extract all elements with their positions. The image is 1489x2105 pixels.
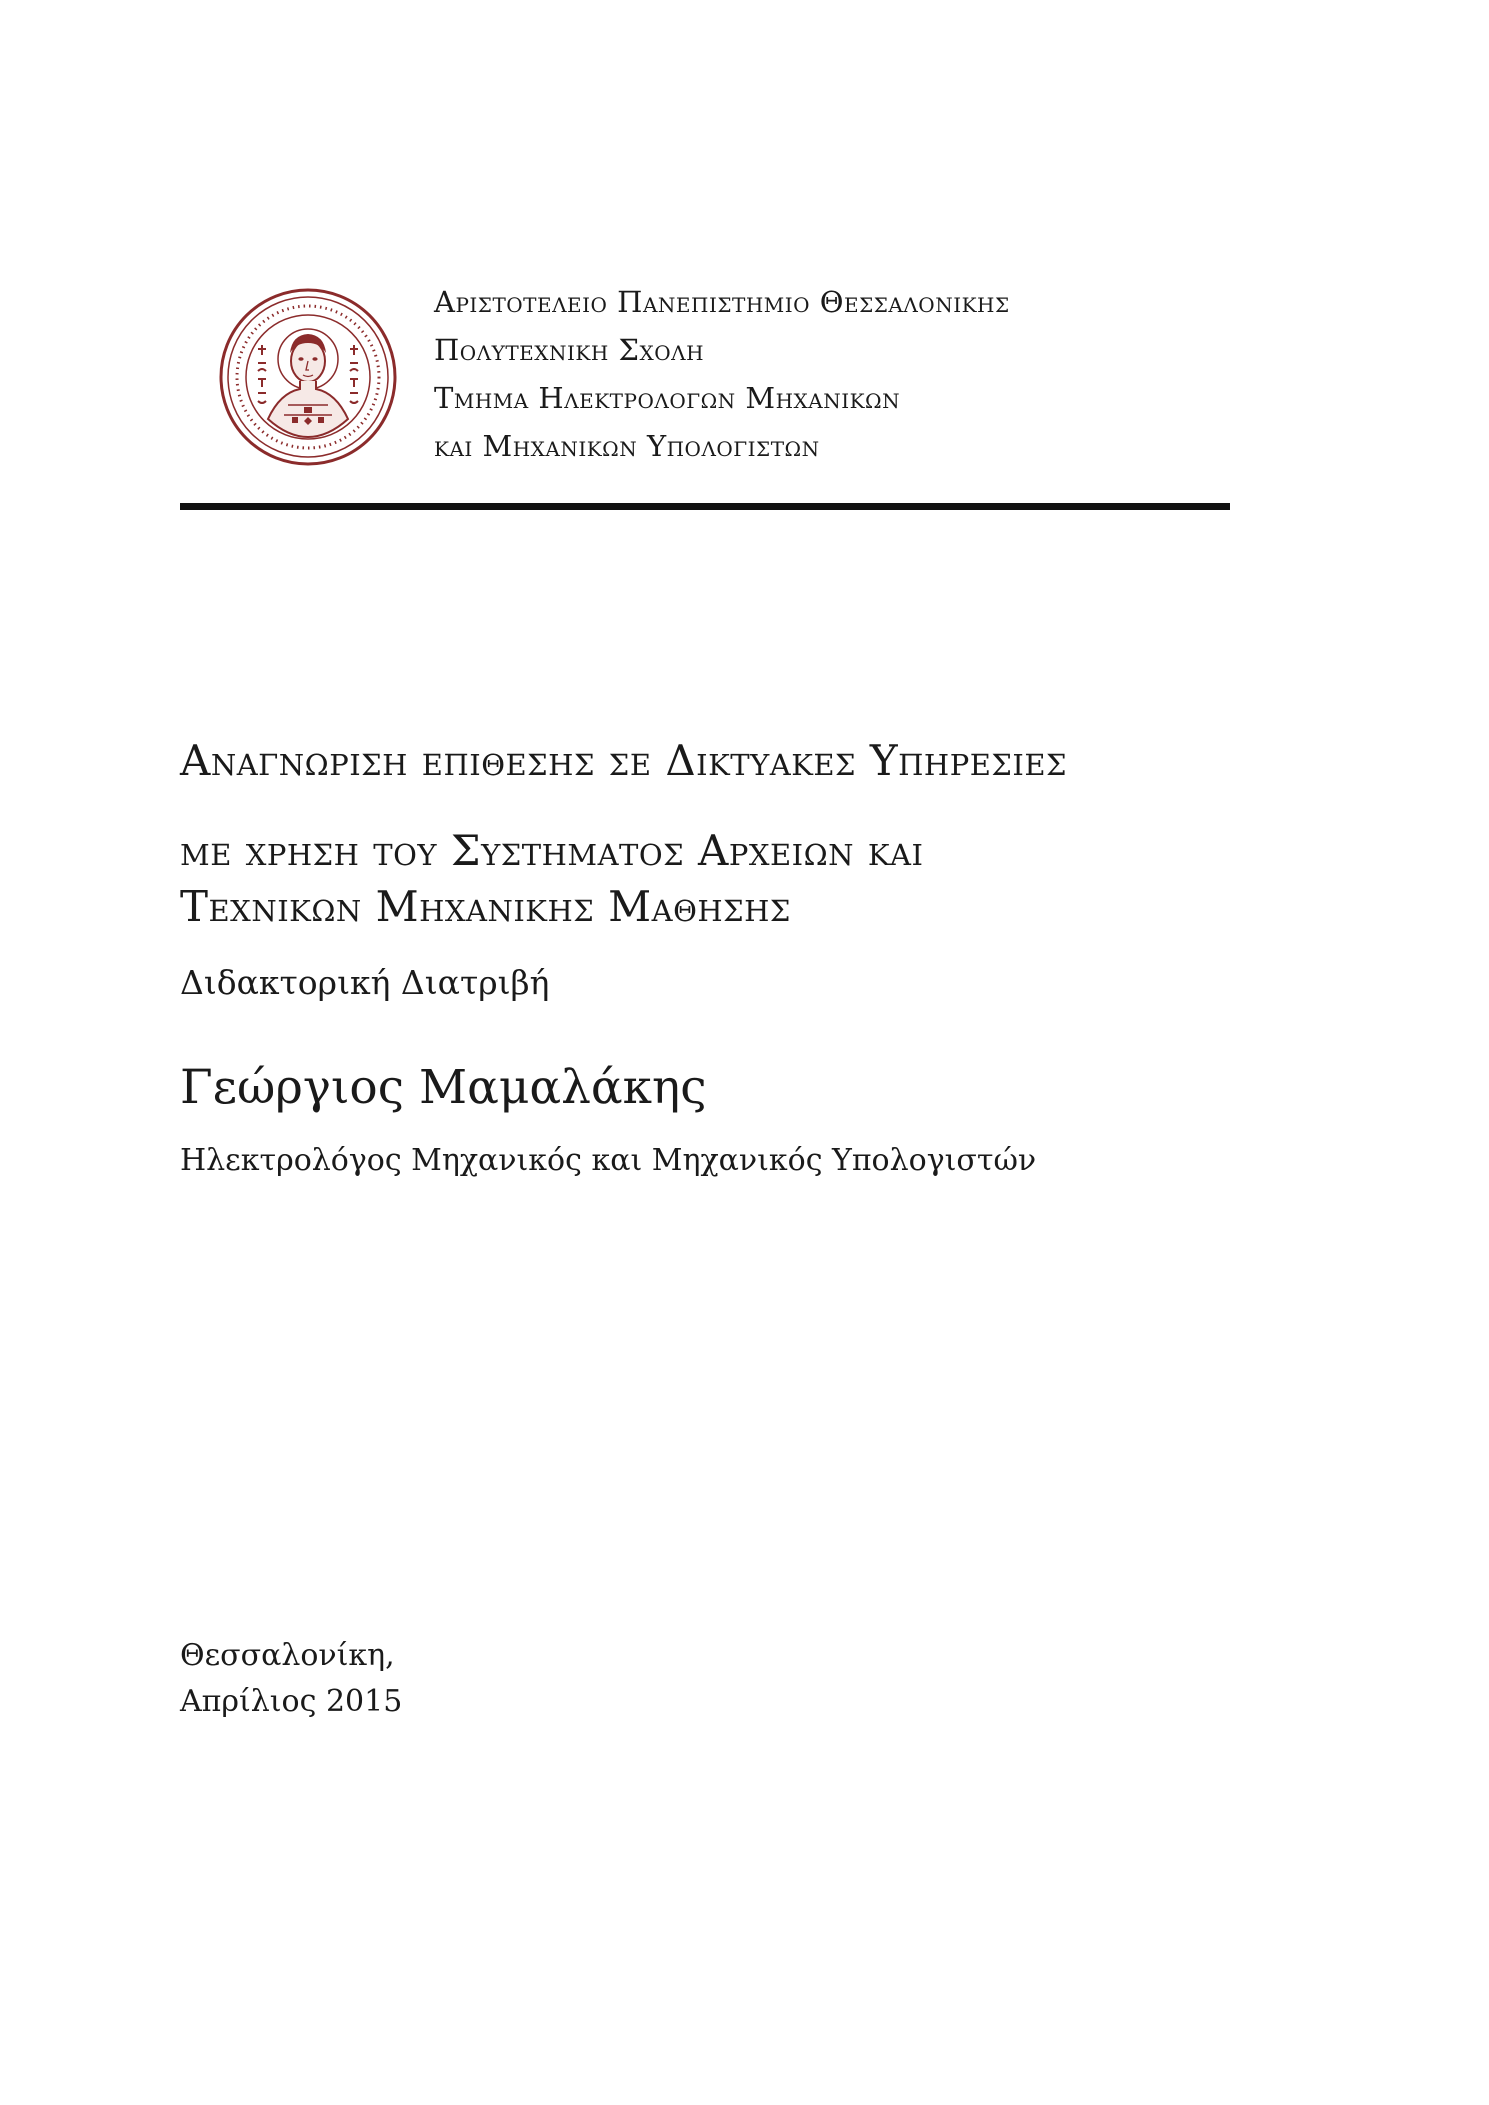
- institution-line-university: Αριστοτελειο Πανεπιστημιο Θεσσαλονικης: [434, 285, 1010, 319]
- thesis-title-line-1: Αναγνωριση επιθεσης σε Δικτυακες Υπηρεσιες: [180, 736, 1068, 785]
- thesis-title-line-3: Τεχνικων Μηχανικης Μαθησης: [180, 882, 791, 931]
- institution-line-department-cont: και Μηχανικων Υπολογιστων: [434, 429, 820, 463]
- author-name: Γεώργιος Μαμαλάκης: [180, 1060, 707, 1115]
- header-divider: [180, 503, 1230, 510]
- thesis-type: Διδακτορική Διατριβή: [180, 963, 550, 1002]
- thesis-title-line-2: με χρηση του Συστηματος Αρχειων και: [180, 826, 924, 875]
- institution-name: [434, 278, 1010, 470]
- institution-line-department: Τμημα Ηλεκτρολογων Μηχανικων: [434, 381, 901, 415]
- place-date: [180, 1633, 402, 1725]
- place: Θεσσαλονίκη,: [180, 1638, 395, 1673]
- university-seal-icon: [218, 287, 398, 467]
- institution-line-school: Πολυτεχνικη Σχολη: [434, 333, 705, 367]
- author-title: Ηλεκτρολόγος Μηχανικός και Μηχανικός Υπολογιστών: [180, 1143, 1037, 1178]
- thesis-title-block: [180, 823, 923, 935]
- date: Απρίλιος 2015: [180, 1684, 403, 1719]
